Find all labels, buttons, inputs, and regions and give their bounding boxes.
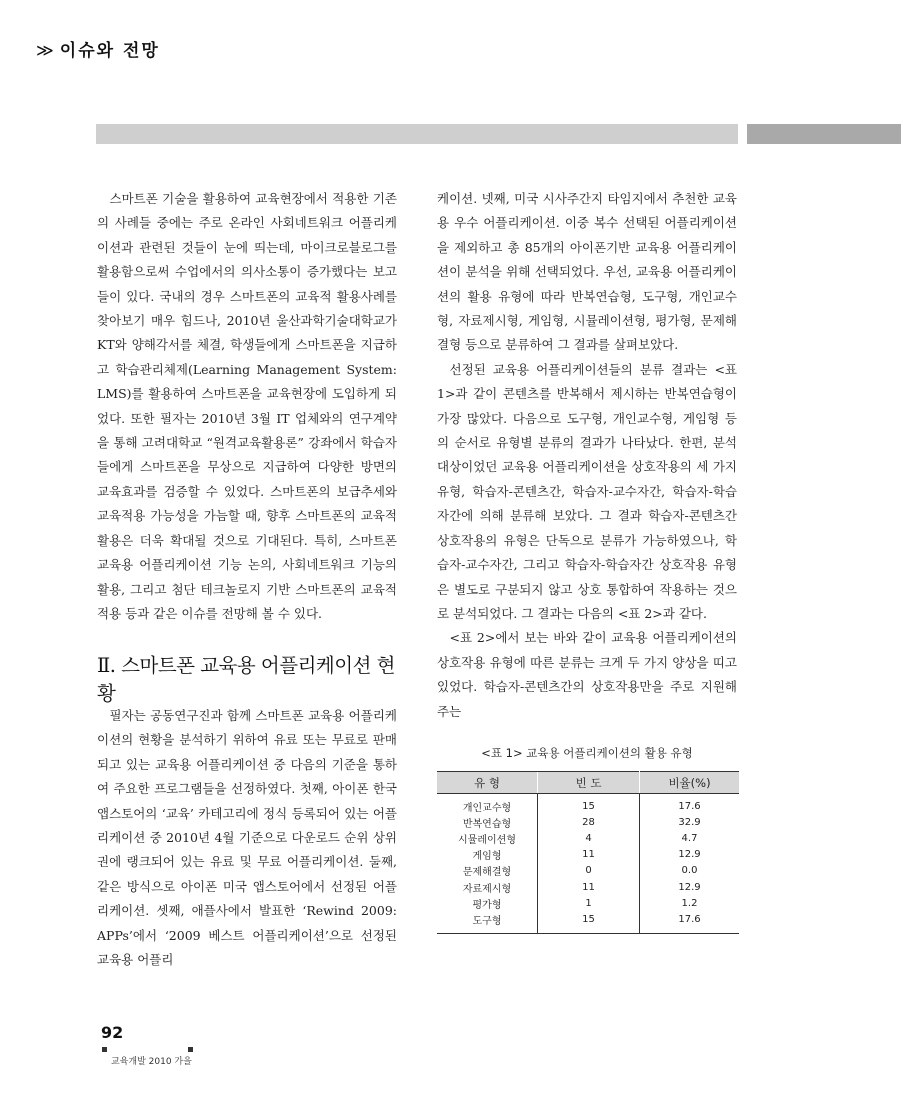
cell-frequency: 0 <box>538 863 640 879</box>
table-row <box>437 814 739 830</box>
cell-frequency: 15 <box>538 794 640 815</box>
page-number: 92 <box>101 1023 124 1042</box>
cell-percent: 32.9 <box>678 816 701 828</box>
header-band-accent <box>747 124 901 144</box>
footer-square-icon <box>188 1047 193 1052</box>
table-row <box>437 863 739 879</box>
cell-type: 개인교수형 <box>462 802 512 814</box>
column-header-frequency: 빈 도 <box>538 772 640 794</box>
cell-frequency: 28 <box>538 814 640 830</box>
cell-percent: 17.6 <box>640 911 740 933</box>
table-header-row <box>437 772 739 794</box>
usage-type-table <box>437 771 739 934</box>
table-row <box>437 830 739 846</box>
paragraph: 선정된 교육용 어플리케이션들의 분류 결과는 <표 1>과 같이 콘텐츠를 반복해서 제시하는 반복연습형이 가장 많았다. 다음으로 도구형, 개인교수형, 게임형 등의 순서로 유형별 분류의 결과가 나타났다. 한편, 분석대상이었던 교육용 어플리케이션을 상호작용의 세 가지 유형, 학습자-콘텐츠간, 학습자-교수자간, 학습자-학습자간에 의해 분류해 보았다. 그 결과 학습자-콘텐츠간 상호작용의 유형은 단독으로 분류가 가능하였으나, 학습자-교수자간, 그리고 학습자-학습자간 상호작용 유형은 별도로 구분되지 않고 상호 통합하여 작용하는 것으로 분석되었다. 그 결과는 다음의 <표 2>과 같다. <box>437 361 737 621</box>
cell-type: 반복연습형 <box>462 818 512 830</box>
cell-type: 자료제시형 <box>462 883 512 895</box>
cell-type: 문제해결형 <box>462 867 512 879</box>
left-column-lower <box>97 704 397 972</box>
paragraph: <표 2>에서 보는 바와 같이 교육용 어플리케이션의 상호작용 유형에 따른 분류는 크게 두 가지 양상을 띠고 있었다. 학습자-콘텐츠간의 상호작용만을 주로 지원해주는 <box>437 630 737 719</box>
section-heading: Ⅱ. 스마트폰 교육용 어플리케이션 현황 <box>97 654 395 705</box>
cell-frequency: 1 <box>538 895 640 911</box>
cell-frequency: 4 <box>538 830 640 846</box>
cell-type: 평가형 <box>472 899 502 911</box>
cell-type: 시뮬레이션형 <box>458 834 516 846</box>
column-header-percent: 비율(%) <box>640 772 740 794</box>
cell-frequency: 11 <box>538 847 640 863</box>
paragraph: 필자는 공동연구진과 함께 스마트폰 교육용 어플리케이션의 현황을 분석하기 위하여 유료 또는 무료로 판매되고 있는 교육용 어플리케이션 중 다음의 기준을 통하여 주요한 프로그램들을 선정하였다. 첫째, 아이폰 한국 앱스토어의 ‘교육’ 카테고리에 정식 등록되어 있는 어플리케이션 중 2010년 4월 기준으로 다운로드 순위 상위권에 랭크되어 있는 유료 및 무료 어플리케이션. 둘째, 같은 방식으로 아이폰 미국 앱스토어에서 선정된 어플리케이션. 셋째, 애플사에서 발표한 ‘Rewind 2009: APPs’에서 ‘2009 베스트 어플리케이션’으로 선정된 교육용 어플리 <box>97 708 397 968</box>
cell-percent: 12.9 <box>678 849 701 861</box>
cell-frequency: 15 <box>538 911 640 933</box>
header-band <box>96 124 738 144</box>
left-column <box>97 187 397 626</box>
chevron-icon: ≫ <box>36 41 56 61</box>
cell-percent: 17.6 <box>678 800 701 812</box>
publication-title: 교육개발 2010 가을 <box>111 1057 192 1067</box>
paragraph: 케이션. 넷째, 미국 시사주간지 타임지에서 추천한 교육용 우수 어플리케이션. 이중 복수 선택된 어플리케이션을 제외하고 총 85개의 아이폰기반 교육용 어플리케이션이 분석을 위해 선택되었다. 우선, 교육용 어플리케이션의 활용 유형에 따라 반복연습형, 도구형, 개인교수형, 자료제시형, 게임형, 시뮬레이션형, 평가형, 문제해결형 등으로 분류하여 그 결과를 살펴보았다. <box>437 191 737 353</box>
cell-percent: 12.9 <box>678 881 701 893</box>
table-caption: <표 1> 교육용 어플리케이션의 활용 유형 <box>481 746 693 760</box>
cell-frequency: 11 <box>538 879 640 895</box>
paragraph: 스마트폰 기술을 활용하여 교육현장에서 적용한 기존의 사례들 중에는 주로 온라인 사회네트워크 어플리케이션과 관련된 것들이 눈에 띄는데, 마이크로블로그를 활용함으로써 수업에서의 의사소통이 증가했다는 보고들이 있다. 국내의 경우 스마트폰의 교육적 활용사례를 찾아보기 매우 힘드나, 2010년 울산과학기술대학교가 KT와 양해각서를 체결, 학생들에게 스마트폰을 지급하고 학습관리체제(Learning Management System: LMS)를 활용하여 스마트폰을 교육현장에 도입하게 되었다. 또한 필자는 2010년 3월 IT 업체와의 연구계약을 통해 고려대학교 “원격교육활용론” 강좌에서 학습자들에게 스마트폰을 무상으로 지급하여 다양한 방면의 교육효과를 검증할 수 있었다. 스마트폰의 보급추세와 교육적용 가능성을 가늠할 때, 향후 스마트폰의 교육적 활용은 더욱 확대될 것으로 기대된다. 특히, 스마트폰 교육용 어플리케이션 기능 논의, 사회네트워크 기능의 활용, 그리고 첨단 테크놀로지 기반 스마트폰의 교육적 적용 등과 같은 이슈를 전망해 볼 수 있다. <box>97 191 397 621</box>
table-row <box>437 794 739 815</box>
cell-percent: 4.7 <box>681 832 698 844</box>
table-row <box>437 879 739 895</box>
table-row <box>437 911 739 933</box>
cell-percent: 1.2 <box>681 897 698 909</box>
cell-type: 도구형 <box>437 911 538 933</box>
header-title: 이슈와 전망 <box>59 41 160 61</box>
cell-type: 게임형 <box>472 851 502 863</box>
table-row <box>437 847 739 863</box>
right-column <box>437 187 737 724</box>
column-header-type: 유 형 <box>437 772 538 794</box>
running-header <box>36 36 160 61</box>
footer-square-icon <box>102 1047 107 1052</box>
table-row <box>437 895 739 911</box>
cell-percent: 0.0 <box>681 865 698 877</box>
